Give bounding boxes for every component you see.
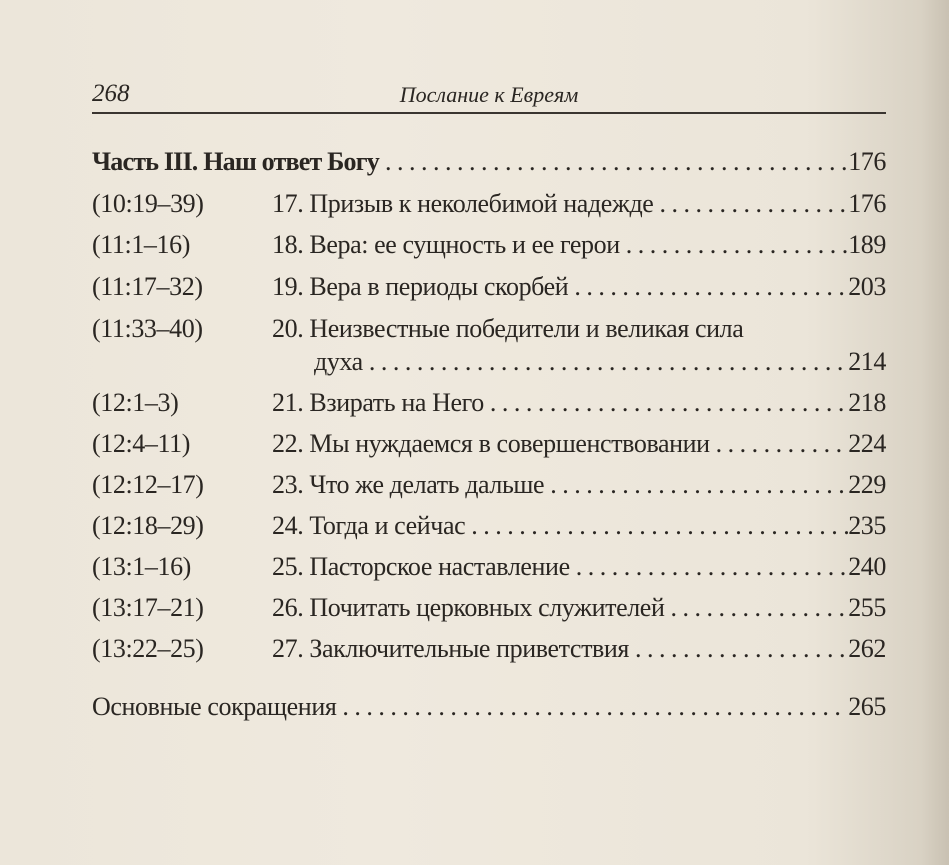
running-header	[92, 78, 886, 114]
scripture-reference: (11:33–40)	[92, 314, 203, 343]
scripture-reference: (13:1–16)	[92, 552, 191, 581]
dot-leader	[620, 227, 848, 263]
toc-entry	[92, 269, 886, 305]
dot-leader	[544, 467, 848, 503]
chapter-title: 17. Призыв к неколебимой надежде	[272, 189, 654, 218]
chapter-title: 21. Взирать на Него	[272, 388, 484, 417]
chapter-page: 224	[848, 429, 886, 458]
chapter-title-continuation: духа	[314, 347, 363, 376]
chapter-page: 255	[848, 593, 886, 622]
toc-entry	[92, 508, 886, 544]
chapter-page: 218	[848, 388, 886, 417]
running-title: Послание к Евреям	[399, 82, 579, 107]
dot-leader	[710, 426, 849, 462]
toc-abbreviations	[92, 689, 886, 725]
scripture-reference: (12:18–29)	[92, 511, 204, 540]
chapter-title: 24. Тогда и сейчас	[272, 511, 466, 540]
chapter-page: 189	[848, 230, 886, 259]
page-number: 268	[92, 80, 130, 107]
dot-leader	[570, 549, 848, 585]
chapter-page: 214	[848, 347, 886, 376]
dot-leader	[653, 186, 848, 222]
chapter-title: 27. Заключительные приветствия	[272, 634, 629, 663]
toc-entry	[92, 631, 886, 667]
chapter-title: 25. Пасторское наставление	[272, 552, 570, 581]
toc-entry	[92, 186, 886, 222]
chapter-title: 26. Почитать церковных служителей	[272, 593, 665, 622]
dot-leader	[379, 144, 848, 180]
scripture-reference: (13:17–21)	[92, 593, 204, 622]
chapter-page: 229	[848, 470, 886, 499]
scripture-reference: (11:1–16)	[92, 230, 190, 259]
part-page: 176	[848, 147, 886, 176]
part-title: Часть III. Наш ответ Богу	[92, 147, 379, 176]
toc-entry	[92, 549, 886, 585]
dot-leader	[363, 344, 848, 380]
dot-leader	[484, 385, 848, 421]
chapter-title: 20. Неизвестные победители и великая сила	[272, 314, 744, 343]
dot-leader	[465, 508, 848, 544]
abbreviations-page: 265	[848, 692, 886, 721]
scripture-reference: (12:12–17)	[92, 470, 204, 499]
chapter-page: 235	[848, 511, 886, 540]
dot-leader	[568, 269, 848, 305]
toc-entry	[92, 426, 886, 462]
chapter-title: 19. Вера в периоды скорбей	[272, 272, 569, 301]
chapter-title: 23. Что же делать дальше	[272, 470, 545, 499]
scripture-reference: (12:4–11)	[92, 429, 190, 458]
chapter-page: 203	[848, 272, 886, 301]
dot-leader	[664, 590, 848, 626]
abbreviations-title: Основные сокращения	[92, 692, 337, 721]
chapter-title: 18. Вера: ее сущность и ее герои	[272, 230, 620, 259]
toc-entry	[92, 590, 886, 626]
dot-leader	[629, 631, 848, 667]
toc-entry	[92, 227, 886, 263]
chapter-title: 22. Мы нуждаемся в совершенствовании	[272, 429, 710, 458]
chapter-page: 240	[848, 552, 886, 581]
scripture-reference: (13:22–25)	[92, 634, 204, 663]
dot-leader	[336, 689, 848, 725]
toc-entry	[92, 467, 886, 503]
chapter-page: 176	[848, 189, 886, 218]
toc-entry	[92, 311, 886, 347]
scripture-reference: (11:17–32)	[92, 272, 203, 301]
toc-entry	[92, 385, 886, 421]
scripture-reference: (10:19–39)	[92, 189, 204, 218]
toc-part-heading	[92, 144, 886, 180]
scripture-reference: (12:1–3)	[92, 388, 179, 417]
toc-entry-continuation	[92, 344, 886, 380]
chapter-page: 262	[848, 634, 886, 663]
